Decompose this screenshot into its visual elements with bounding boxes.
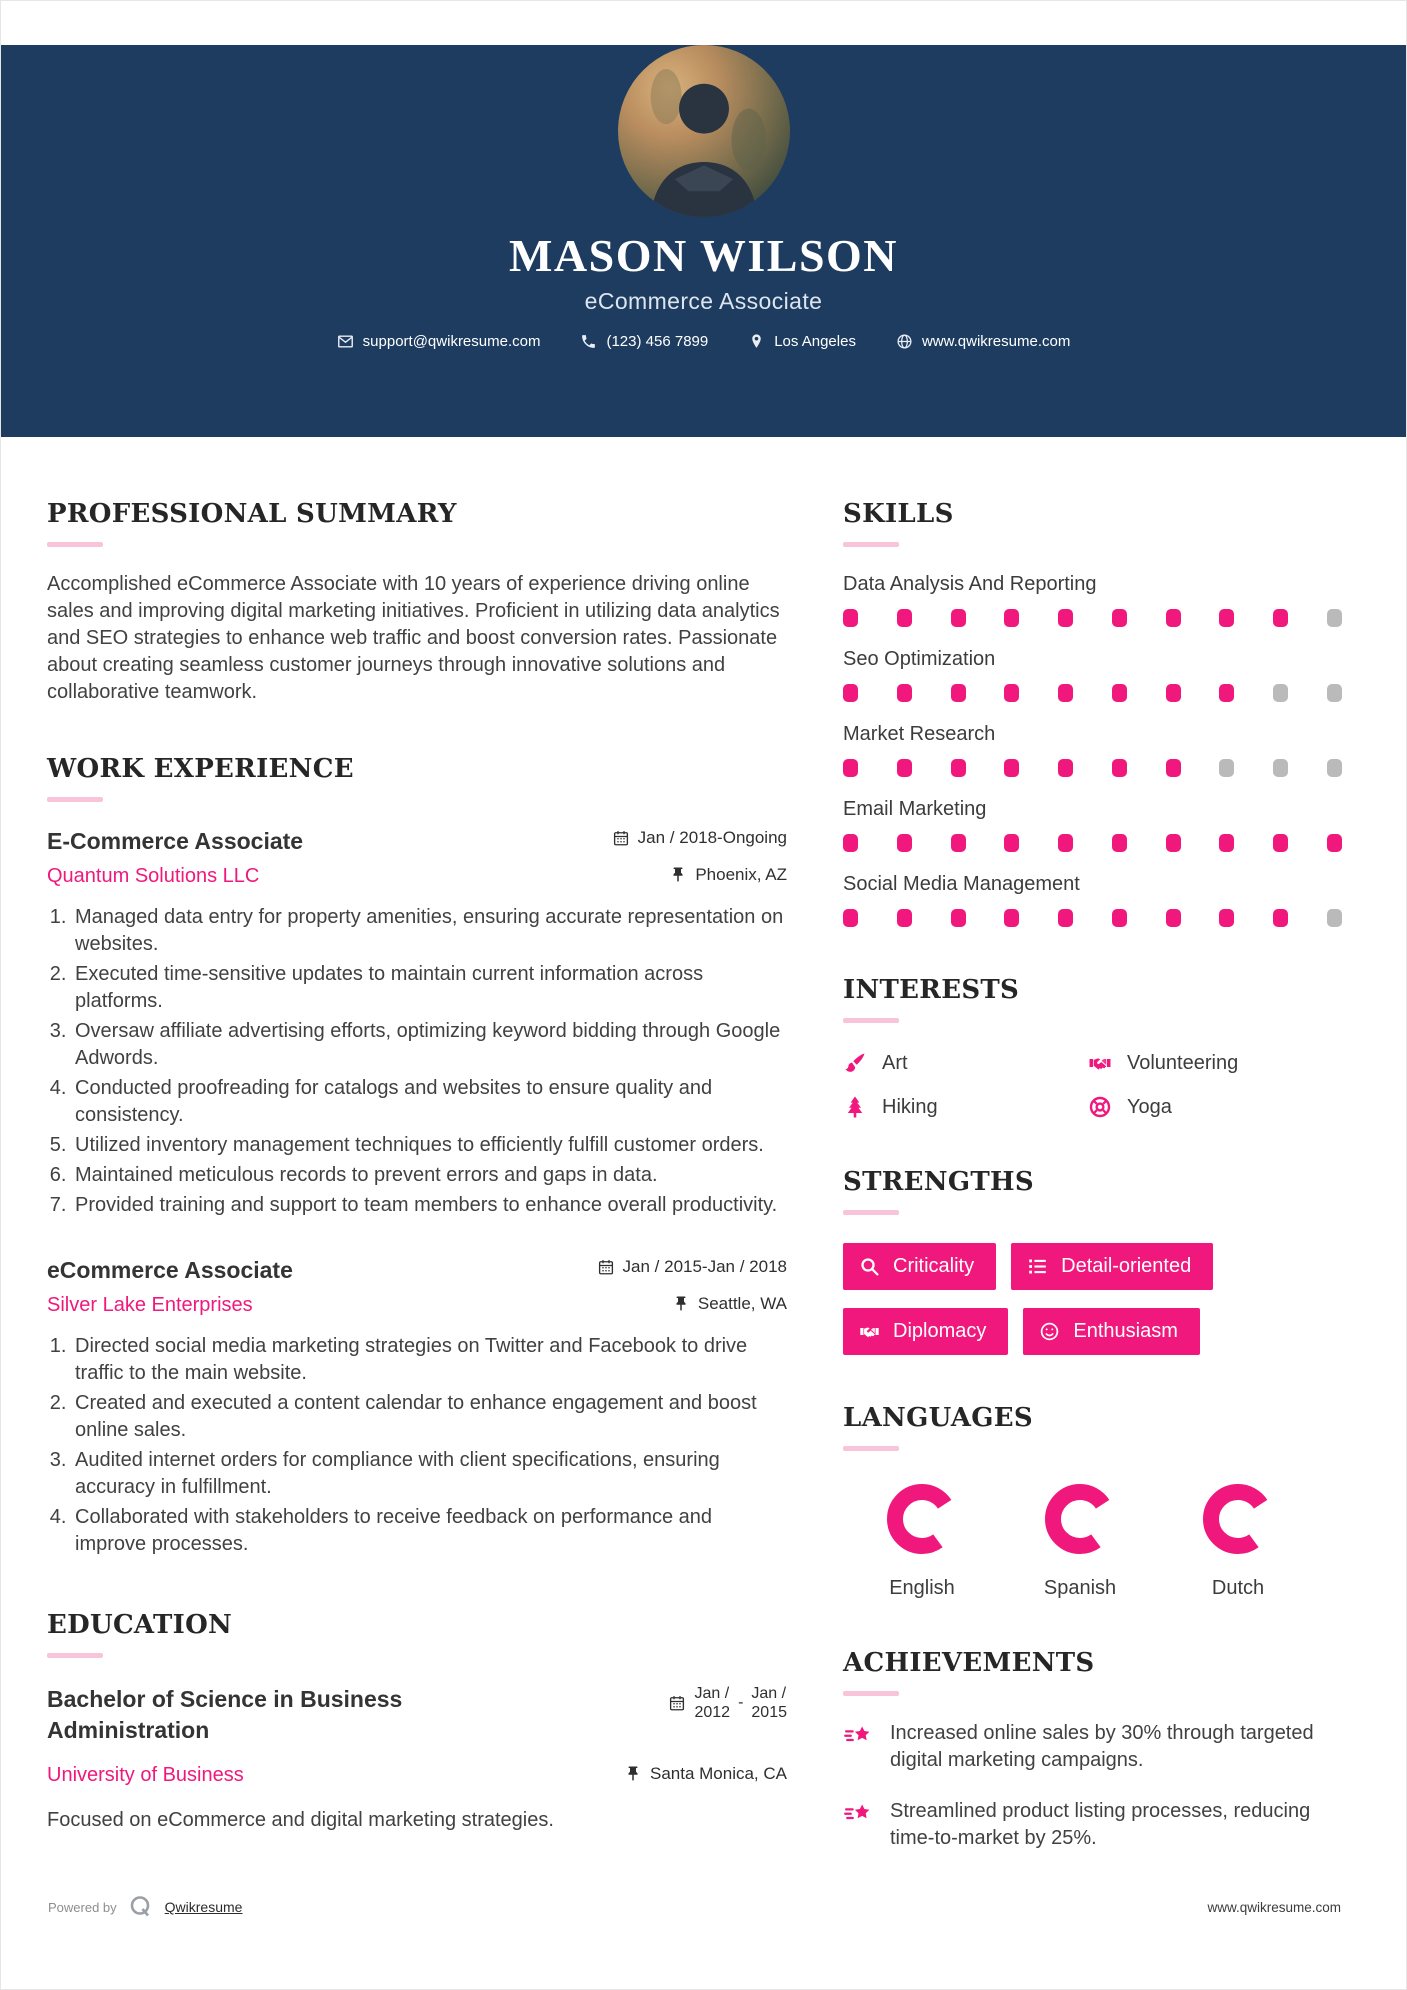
skill-rating: [843, 684, 1342, 702]
job-bullets: [47, 904, 787, 1219]
profile-photo: [618, 45, 790, 217]
job-bullet: 1. Managed data entry for property amenities, ensuring accurate representation on websites.: [72, 904, 787, 958]
job-bullet: 3. Oversaw affiliate advertising efforts, optimizing keyword bidding through Google Adwords.: [72, 1018, 787, 1072]
job-date: Jan / 2018-Ongoing: [612, 828, 787, 848]
job-bullet: 3. Audited internet orders for compliance with client specifications, ensuring accuracy in fulfillment.: [72, 1447, 787, 1501]
job-title: E-Commerce Associate: [47, 828, 304, 854]
interest-item: Art: [843, 1051, 1088, 1075]
skill-rating: [843, 609, 1342, 627]
pushpin-icon: [669, 866, 687, 884]
job-bullet: 4. Collaborated with stakeholders to receive feedback on performance and improve processes.: [72, 1504, 787, 1558]
language-ring: [1044, 1483, 1116, 1555]
skill-item: Data Analysis And Reporting: [843, 573, 1342, 627]
education-section: [47, 1610, 787, 1832]
qwikresume-link[interactable]: Qwikresume: [164, 1899, 243, 1915]
section-heading: ACHIEVEMENTS: [843, 1648, 1095, 1678]
handshake-icon: [859, 1321, 880, 1342]
languages-section: [843, 1403, 1342, 1600]
smiley-icon: [1039, 1321, 1060, 1342]
qwikresume-logo-icon: [128, 1894, 154, 1920]
left-column: [47, 499, 787, 1852]
list-icon: [1027, 1256, 1048, 1277]
job-date: Jan / 2015-Jan / 2018: [597, 1257, 787, 1277]
lifebuoy-icon: [1088, 1095, 1112, 1119]
heading-underline: [843, 1210, 899, 1215]
skill-item: Market Research: [843, 723, 1342, 777]
professional-summary-section: [47, 499, 787, 706]
calendar-icon: [597, 1258, 615, 1276]
degree-title: Bachelor of Science in Business Administration: [47, 1686, 403, 1743]
shooting-star-icon: [843, 1800, 873, 1830]
contact-location: Los Angeles: [748, 333, 856, 350]
contact-website[interactable]: www.qwikresume.com: [896, 333, 1070, 350]
heading-underline: [47, 797, 103, 802]
globe-icon: [896, 333, 913, 350]
search-icon: [859, 1256, 880, 1277]
job-bullet: 5. Utilized inventory management techniques to efficiently fulfill customer orders.: [72, 1132, 787, 1159]
calendar-icon: [668, 1694, 686, 1712]
achievement-item: Increased online sales by 30% through targeted digital marketing campaigns.: [843, 1720, 1342, 1774]
contact-email[interactable]: support@qwikresume.com: [337, 333, 541, 350]
job-bullet: 1. Directed social media marketing strategies on Twitter and Facebook to drive traffic to the main website.: [72, 1333, 787, 1387]
strength-badge: Detail-oriented: [1011, 1243, 1213, 1290]
strength-badge: Enthusiasm: [1023, 1308, 1200, 1355]
skill-item: Seo Optimization: [843, 648, 1342, 702]
person-silhouette: [618, 45, 790, 217]
job-bullet: 4. Conducted proofreading for catalogs and websites to ensure quality and consistency.: [72, 1075, 787, 1129]
job-bullet: 7. Provided training and support to team members to enhance overall productivity.: [72, 1192, 787, 1219]
calendar-icon: [612, 829, 630, 847]
section-heading: WORK EXPERIENCE: [47, 754, 354, 784]
interest-item: Hiking: [843, 1095, 1088, 1119]
section-heading: EDUCATION: [47, 1610, 233, 1640]
contact-bar: [1, 333, 1406, 350]
language-ring: [886, 1483, 958, 1555]
job-location: Seattle, WA: [672, 1294, 787, 1314]
person-job-title: eCommerce Associate: [584, 288, 823, 314]
skills-section: [843, 499, 1342, 927]
skill-rating: [843, 909, 1342, 927]
footer-site-url[interactable]: www.qwikresume.com: [1207, 1899, 1341, 1915]
phone-icon: [580, 333, 597, 350]
achievement-item: Streamlined product listing processes, reducing time-to-market by 25%.: [843, 1798, 1342, 1852]
language-item: Dutch: [1159, 1483, 1317, 1600]
envelope-icon: [337, 333, 354, 350]
heading-underline: [843, 1018, 899, 1023]
job-location: Phoenix, AZ: [669, 865, 787, 885]
language-ring: [1202, 1483, 1274, 1555]
location-pin-icon: [748, 333, 765, 350]
person-name: MASON WILSON: [508, 230, 899, 281]
strength-badge: Criticality: [843, 1243, 996, 1290]
contact-phone[interactable]: (123) 456 7899: [580, 333, 708, 350]
strengths-section: [843, 1167, 1342, 1355]
header: [1, 45, 1406, 437]
footer: [48, 1894, 1341, 1920]
heading-underline: [47, 542, 103, 547]
school-name: University of Business: [47, 1764, 244, 1786]
skill-rating: [843, 834, 1342, 852]
job-bullets: [47, 1333, 787, 1558]
heading-underline: [843, 542, 899, 547]
powered-by-label: Powered by: [48, 1899, 117, 1915]
content: [1, 437, 1406, 1852]
job-entry: [47, 828, 787, 1219]
company-name: Silver Lake Enterprises: [47, 1294, 253, 1316]
pushpin-icon: [672, 1295, 690, 1313]
education-location: Santa Monica, CA: [624, 1764, 787, 1784]
summary-text: Accomplished eCommerce Associate with 10 years of experience driving online sales and improving digital marketing initiatives. Proficient in utilizing data analytics and SEO strategies to enhance web traffic and boost conversion rates. Passionate about creating seamless customer journeys through innovative solutions and collaborative teamwork.: [47, 573, 780, 703]
company-name: Quantum Solutions LLC: [47, 865, 260, 887]
pine-tree-icon: [843, 1095, 867, 1119]
heading-underline: [47, 1653, 103, 1658]
interest-item: Volunteering: [1088, 1051, 1342, 1075]
skill-rating: [843, 759, 1342, 777]
job-bullet: 6. Maintained meticulous records to prevent errors and gaps in data.: [72, 1162, 787, 1189]
interest-item: Yoga: [1088, 1095, 1342, 1119]
work-experience-section: [47, 754, 787, 1558]
skill-item: Social Media Management: [843, 873, 1342, 927]
education-note: Focused on eCommerce and digital marketing strategies.: [47, 1809, 554, 1831]
job-bullet: 2. Executed time-sensitive updates to maintain current information across platforms.: [72, 961, 787, 1015]
section-heading: STRENGTHS: [843, 1167, 1034, 1197]
handshake-icon: [1088, 1051, 1112, 1075]
job-entry: [47, 1257, 787, 1558]
shooting-star-icon: [843, 1722, 873, 1752]
heading-underline: [843, 1446, 899, 1451]
skill-item: Email Marketing: [843, 798, 1342, 852]
right-column: [843, 499, 1342, 1852]
education-date: Jan / 2012 - Jan / 2015: [668, 1684, 787, 1722]
paintbrush-icon: [843, 1051, 867, 1075]
interests-section: [843, 975, 1342, 1119]
section-heading: PROFESSIONAL SUMMARY: [47, 499, 457, 529]
language-item: English: [843, 1483, 1001, 1600]
achievements-section: [843, 1648, 1342, 1852]
pushpin-icon: [624, 1765, 642, 1783]
section-heading: SKILLS: [843, 499, 954, 529]
job-bullet: 2. Created and executed a content calendar to enhance engagement and boost online sales.: [72, 1390, 787, 1444]
heading-underline: [843, 1691, 899, 1696]
strength-badge: Diplomacy: [843, 1308, 1008, 1355]
section-heading: LANGUAGES: [843, 1403, 1033, 1433]
language-item: Spanish: [1001, 1483, 1159, 1600]
job-title: eCommerce Associate: [47, 1257, 293, 1283]
section-heading: INTERESTS: [843, 975, 1020, 1005]
